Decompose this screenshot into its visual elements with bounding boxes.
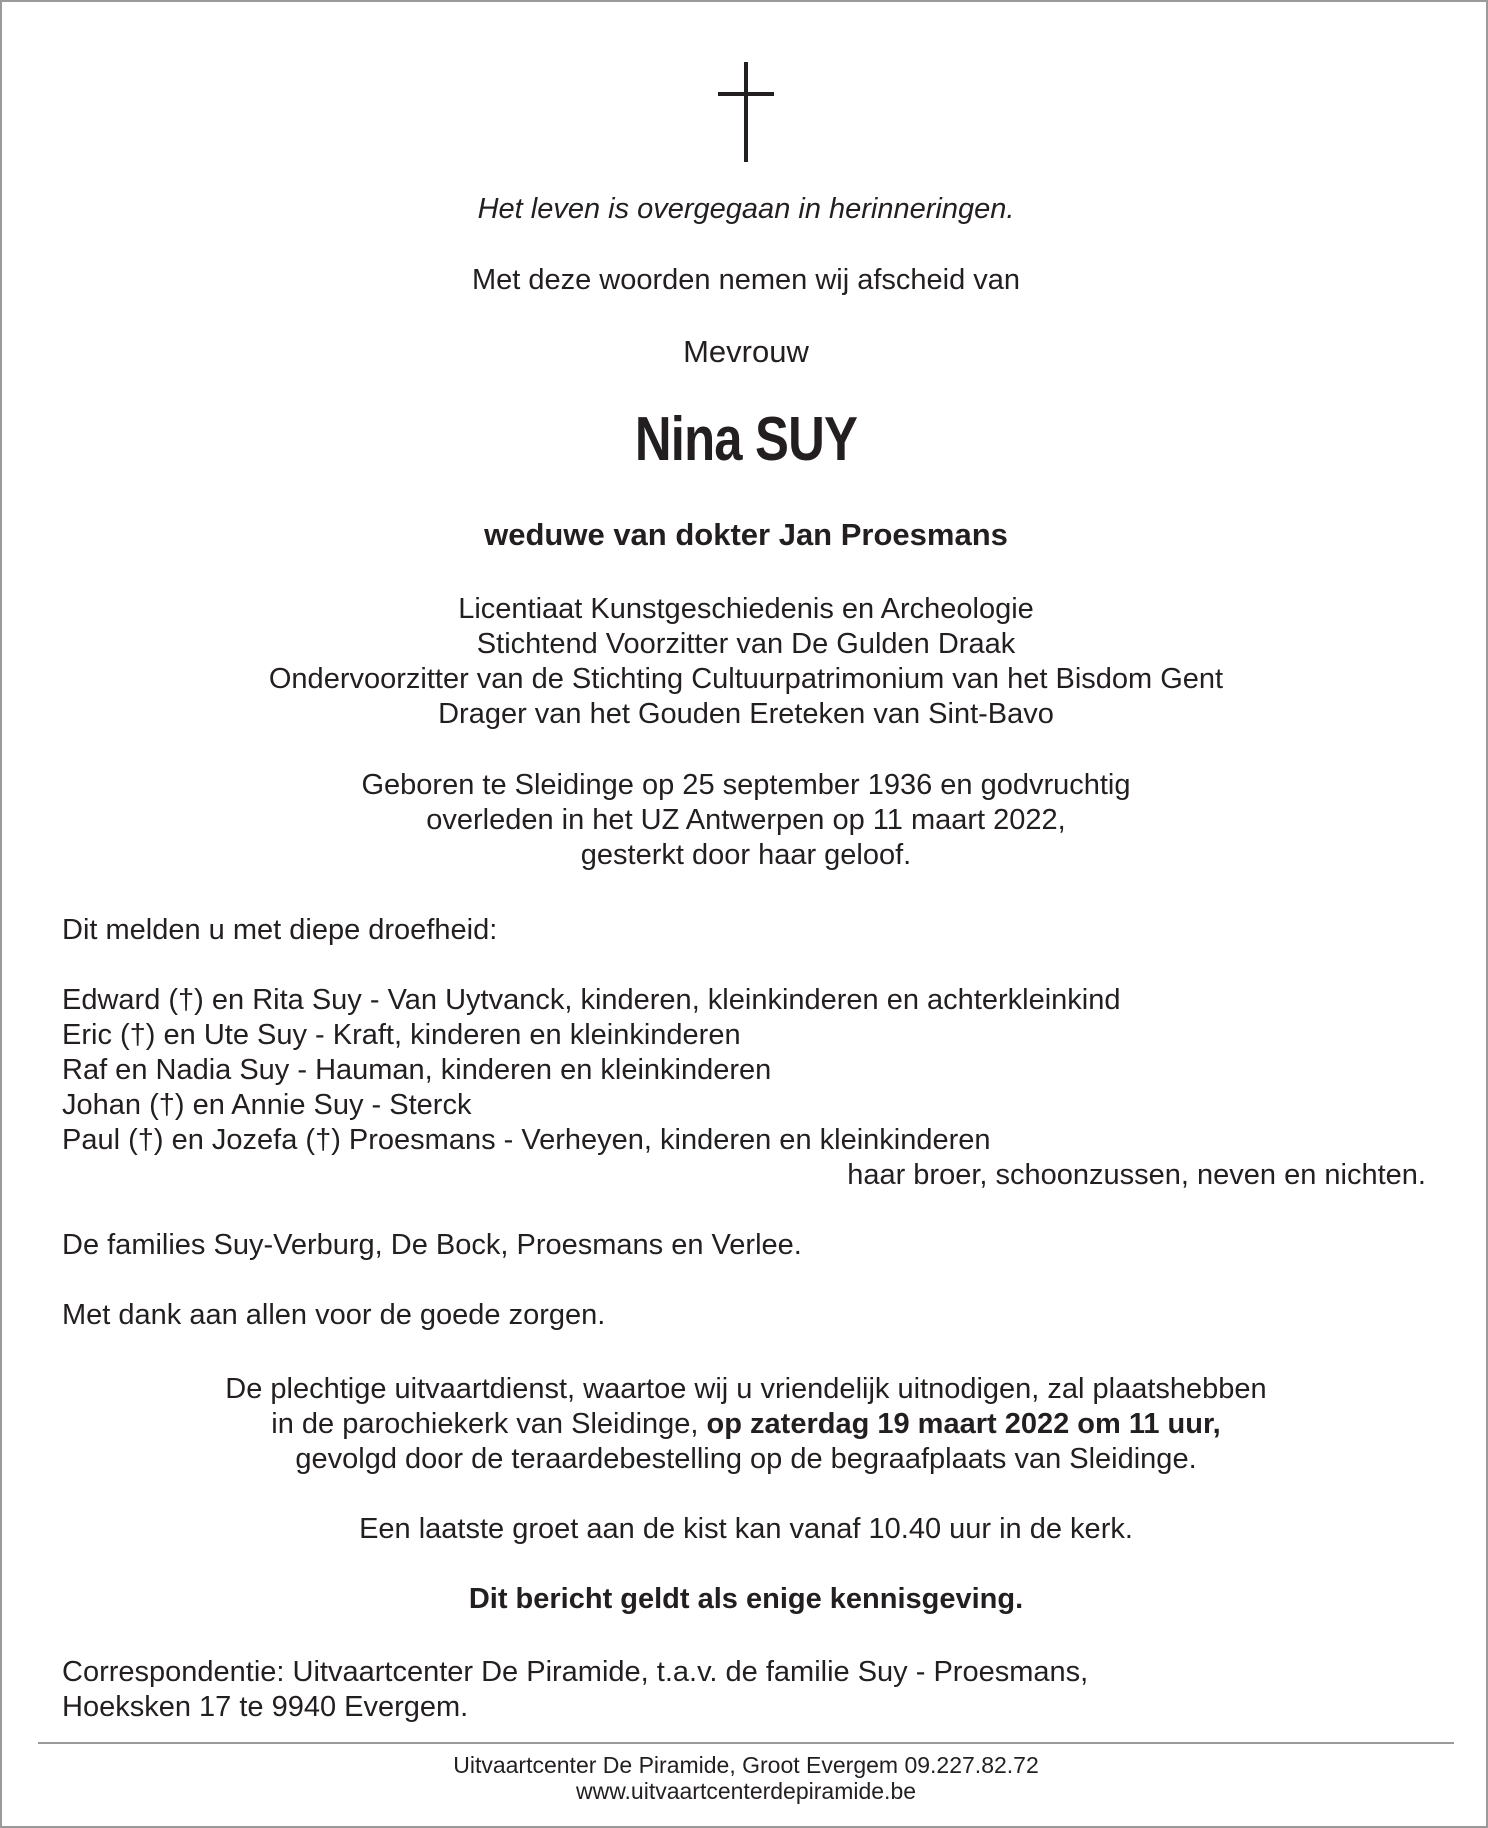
motto: Het leven is overgegaan in herinneringen.: [477, 193, 1015, 225]
service-date: op zaterdag 19 maart 2022 om 11 uur,: [706, 1408, 1221, 1440]
service-line: gevolgd door de teraardebestelling op de begraafplaats van Sleidinge.: [295, 1443, 1197, 1475]
correspondence-line: Hoeksken 17 te 9940 Evergem.: [62, 1691, 469, 1723]
footer-company: Uitvaartcenter De Piramide, Groot Evergem 09.227.82.72: [453, 1752, 1039, 1778]
salutation: Mevrouw: [683, 334, 809, 369]
service-line: De plechtige uitvaartdienst, waartoe wij u vriendelijk uitnodigen, zal plaatshebben: [225, 1373, 1267, 1405]
birth-death-line: Geboren te Sleidinge op 25 september 1936 en godvruchtig: [361, 769, 1131, 801]
family-line: Raf en Nadia Suy - Hauman, kinderen en kleinkinderen: [62, 1054, 772, 1086]
intro-text: Met deze woorden nemen wij afscheid van: [471, 264, 1021, 296]
family-line: Johan (†) en Annie Suy - Sterck: [62, 1089, 472, 1121]
families-line: De families Suy-Verburg, De Bock, Proesmans en Verlee.: [62, 1229, 802, 1261]
title-line: Stichtend Voorzitter van De Gulden Draak: [476, 628, 1016, 660]
family-line: Eric (†) en Ute Suy - Kraft, kinderen en kleinkinderen: [62, 1019, 741, 1051]
title-line: Ondervoorzitter van de Stichting Cultuurpatrimonium van het Bisdom Gent: [268, 663, 1224, 695]
title-line: Licentiaat Kunstgeschiedenis en Archeologie: [458, 593, 1034, 625]
family-line: Paul (†) en Jozefa (†) Proesmans - Verheyen, kinderen en kleinkinderen: [62, 1124, 991, 1156]
family-closing: haar broer, schoonzussen, neven en nichten.: [847, 1159, 1426, 1191]
birth-death-line: overleden in het UZ Antwerpen op 11 maart 2022,: [426, 804, 1066, 836]
footer-divider: [38, 1742, 1454, 1744]
notice-line: Dit bericht geldt als enige kennisgeving.: [468, 1583, 1024, 1615]
deceased-name: Nina SUY: [634, 405, 858, 474]
widow-of: weduwe van dokter Jan Proesmans: [484, 517, 1008, 552]
farewell-line: Een laatste groet aan de kist kan vanaf 10.40 uur in de kerk.: [359, 1513, 1133, 1545]
cross-icon: [718, 62, 774, 162]
footer-website[interactable]: www.uitvaartcenterdepiramide.be: [575, 1778, 917, 1804]
title-line: Drager van het Gouden Ereteken van Sint-Bavo: [438, 698, 1054, 730]
birth-death-line: gesterkt door haar geloof.: [580, 839, 912, 871]
family-line: Edward (†) en Rita Suy - Van Uytvanck, kinderen, kleinkinderen en achterkleinkind: [62, 984, 1121, 1016]
announcement-intro: Dit melden u met diepe droefheid:: [62, 914, 498, 946]
thanks-line: Met dank aan allen voor de goede zorgen.: [62, 1299, 606, 1331]
service-line: [2, 1407, 1488, 1442]
correspondence-line: Correspondentie: Uitvaartcenter De Piramide, t.a.v. de familie Suy - Proesmans,: [62, 1656, 1089, 1688]
service-location: in de parochiekerk van Sleidinge,: [271, 1408, 707, 1440]
